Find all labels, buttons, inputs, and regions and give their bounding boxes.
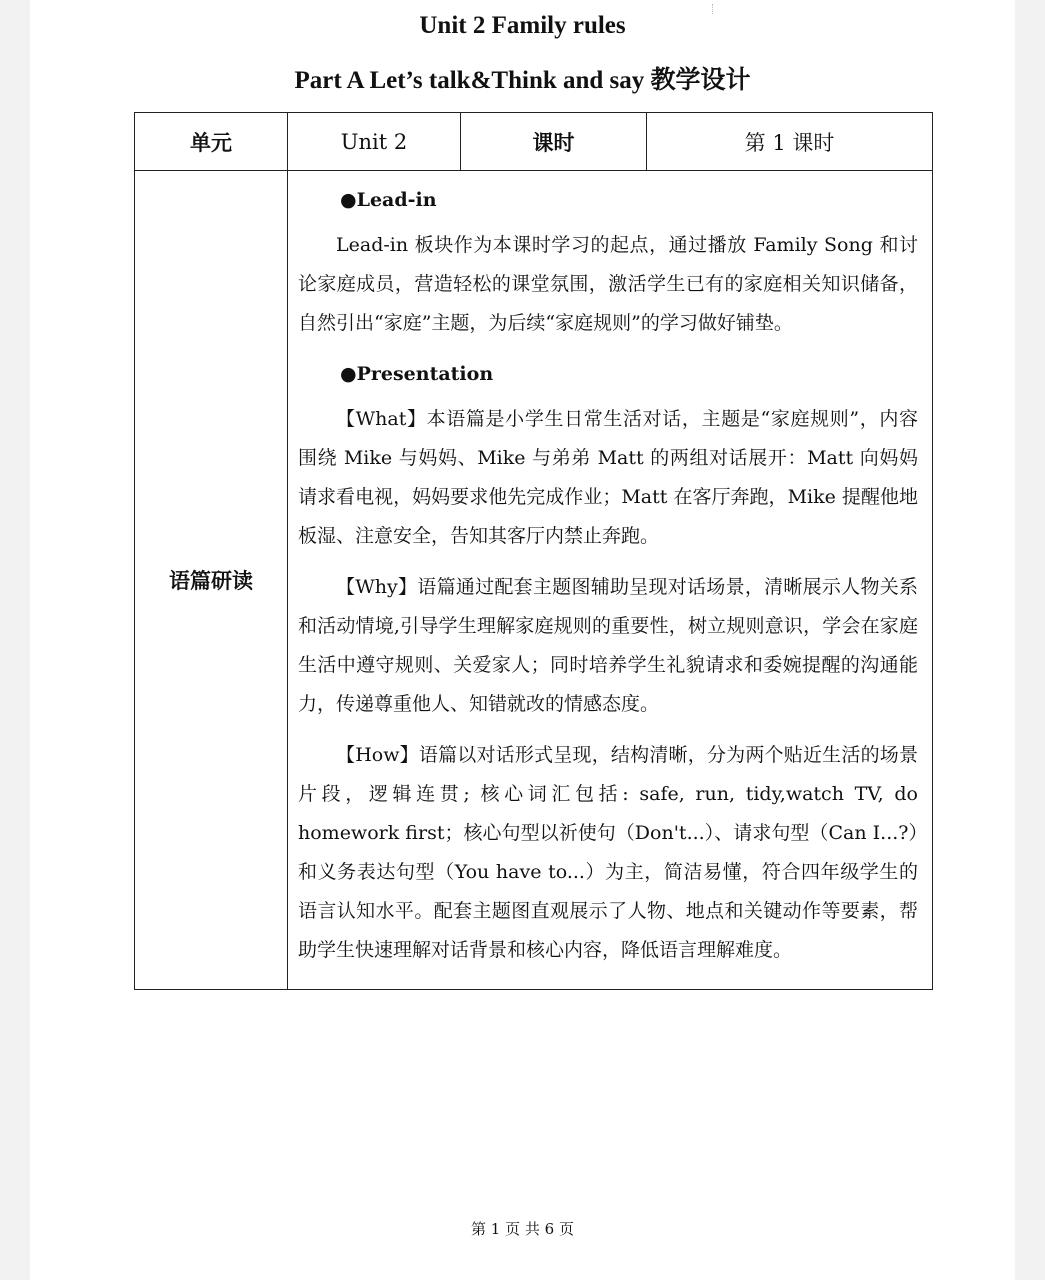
unit-label: 单元 bbox=[135, 113, 288, 171]
page-footer: 第 1 页 共 6 页 bbox=[471, 1220, 574, 1238]
presentation-heading: ●Presentation bbox=[340, 363, 494, 385]
unit-value: Unit 2 bbox=[288, 113, 461, 171]
what-paragraph: 【What】本语篇是小学生日常生活对话，主题是“家庭规则”，内容围绕 Mike 与妈妈、Mike 与弟弟 Matt 的两组对话展开：Matt 向妈妈请求看电视，妈妈要求他先完成作业；Matt 在客厅奔跑，Mike 提醒他地板湿、注意安全，告知其客厅内禁止奔跑。 bbox=[298, 408, 918, 547]
how-paragraph: 【How】语篇以对话形式呈现，结构清晰，分为两个贴近生活的场景片段，逻辑连贯; 核心词汇包括: safe, run, tidy,watch TV, do homework first；核心句型以祈使句（Don't...）、请求句型（Can I...?）和义务表达句型（You have to...）为主，简洁易懂，符合四年级学生的语言认知水平。配套主题图直观展示了人物、地点和关键动作等要素，帮助学生快速理解对话背景和核心内容，降低语言理解难度。 bbox=[298, 744, 918, 961]
table-header-row bbox=[135, 113, 933, 171]
section-label: 语篇研读 bbox=[135, 171, 288, 990]
leadin-paragraph: Lead-in 板块作为本课时学习的起点，通过播放 Family Song 和讨论家庭成员，营造轻松的课堂氛围，激活学生已有的家庭相关知识储备，自然引出“家庭”主题，为后续“家庭规则”的学习做好铺垫。 bbox=[298, 234, 918, 334]
section-content bbox=[288, 171, 933, 990]
document-title: Unit 2 Family rules bbox=[419, 12, 626, 39]
leadin-heading: ●Lead-in bbox=[340, 189, 437, 211]
why-paragraph: 【Why】语篇通过配套主题图辅助呈现对话场景，清晰展示人物关系和活动情境,引导学生理解家庭规则的重要性，树立规则意识，学会在家庭生活中遵守规则、关爱家人；同时培养学生礼貌请求和委婉提醒的沟通能力，传递尊重他人、知错就改的情感态度。 bbox=[298, 576, 918, 715]
period-value: 第 1 课时 bbox=[647, 113, 933, 171]
lesson-design-table bbox=[134, 112, 933, 990]
table-content-row bbox=[135, 171, 933, 990]
period-label: 课时 bbox=[461, 113, 647, 171]
document-subtitle: Part A Let’s talk&Think and say 教学设计 bbox=[294, 67, 751, 94]
